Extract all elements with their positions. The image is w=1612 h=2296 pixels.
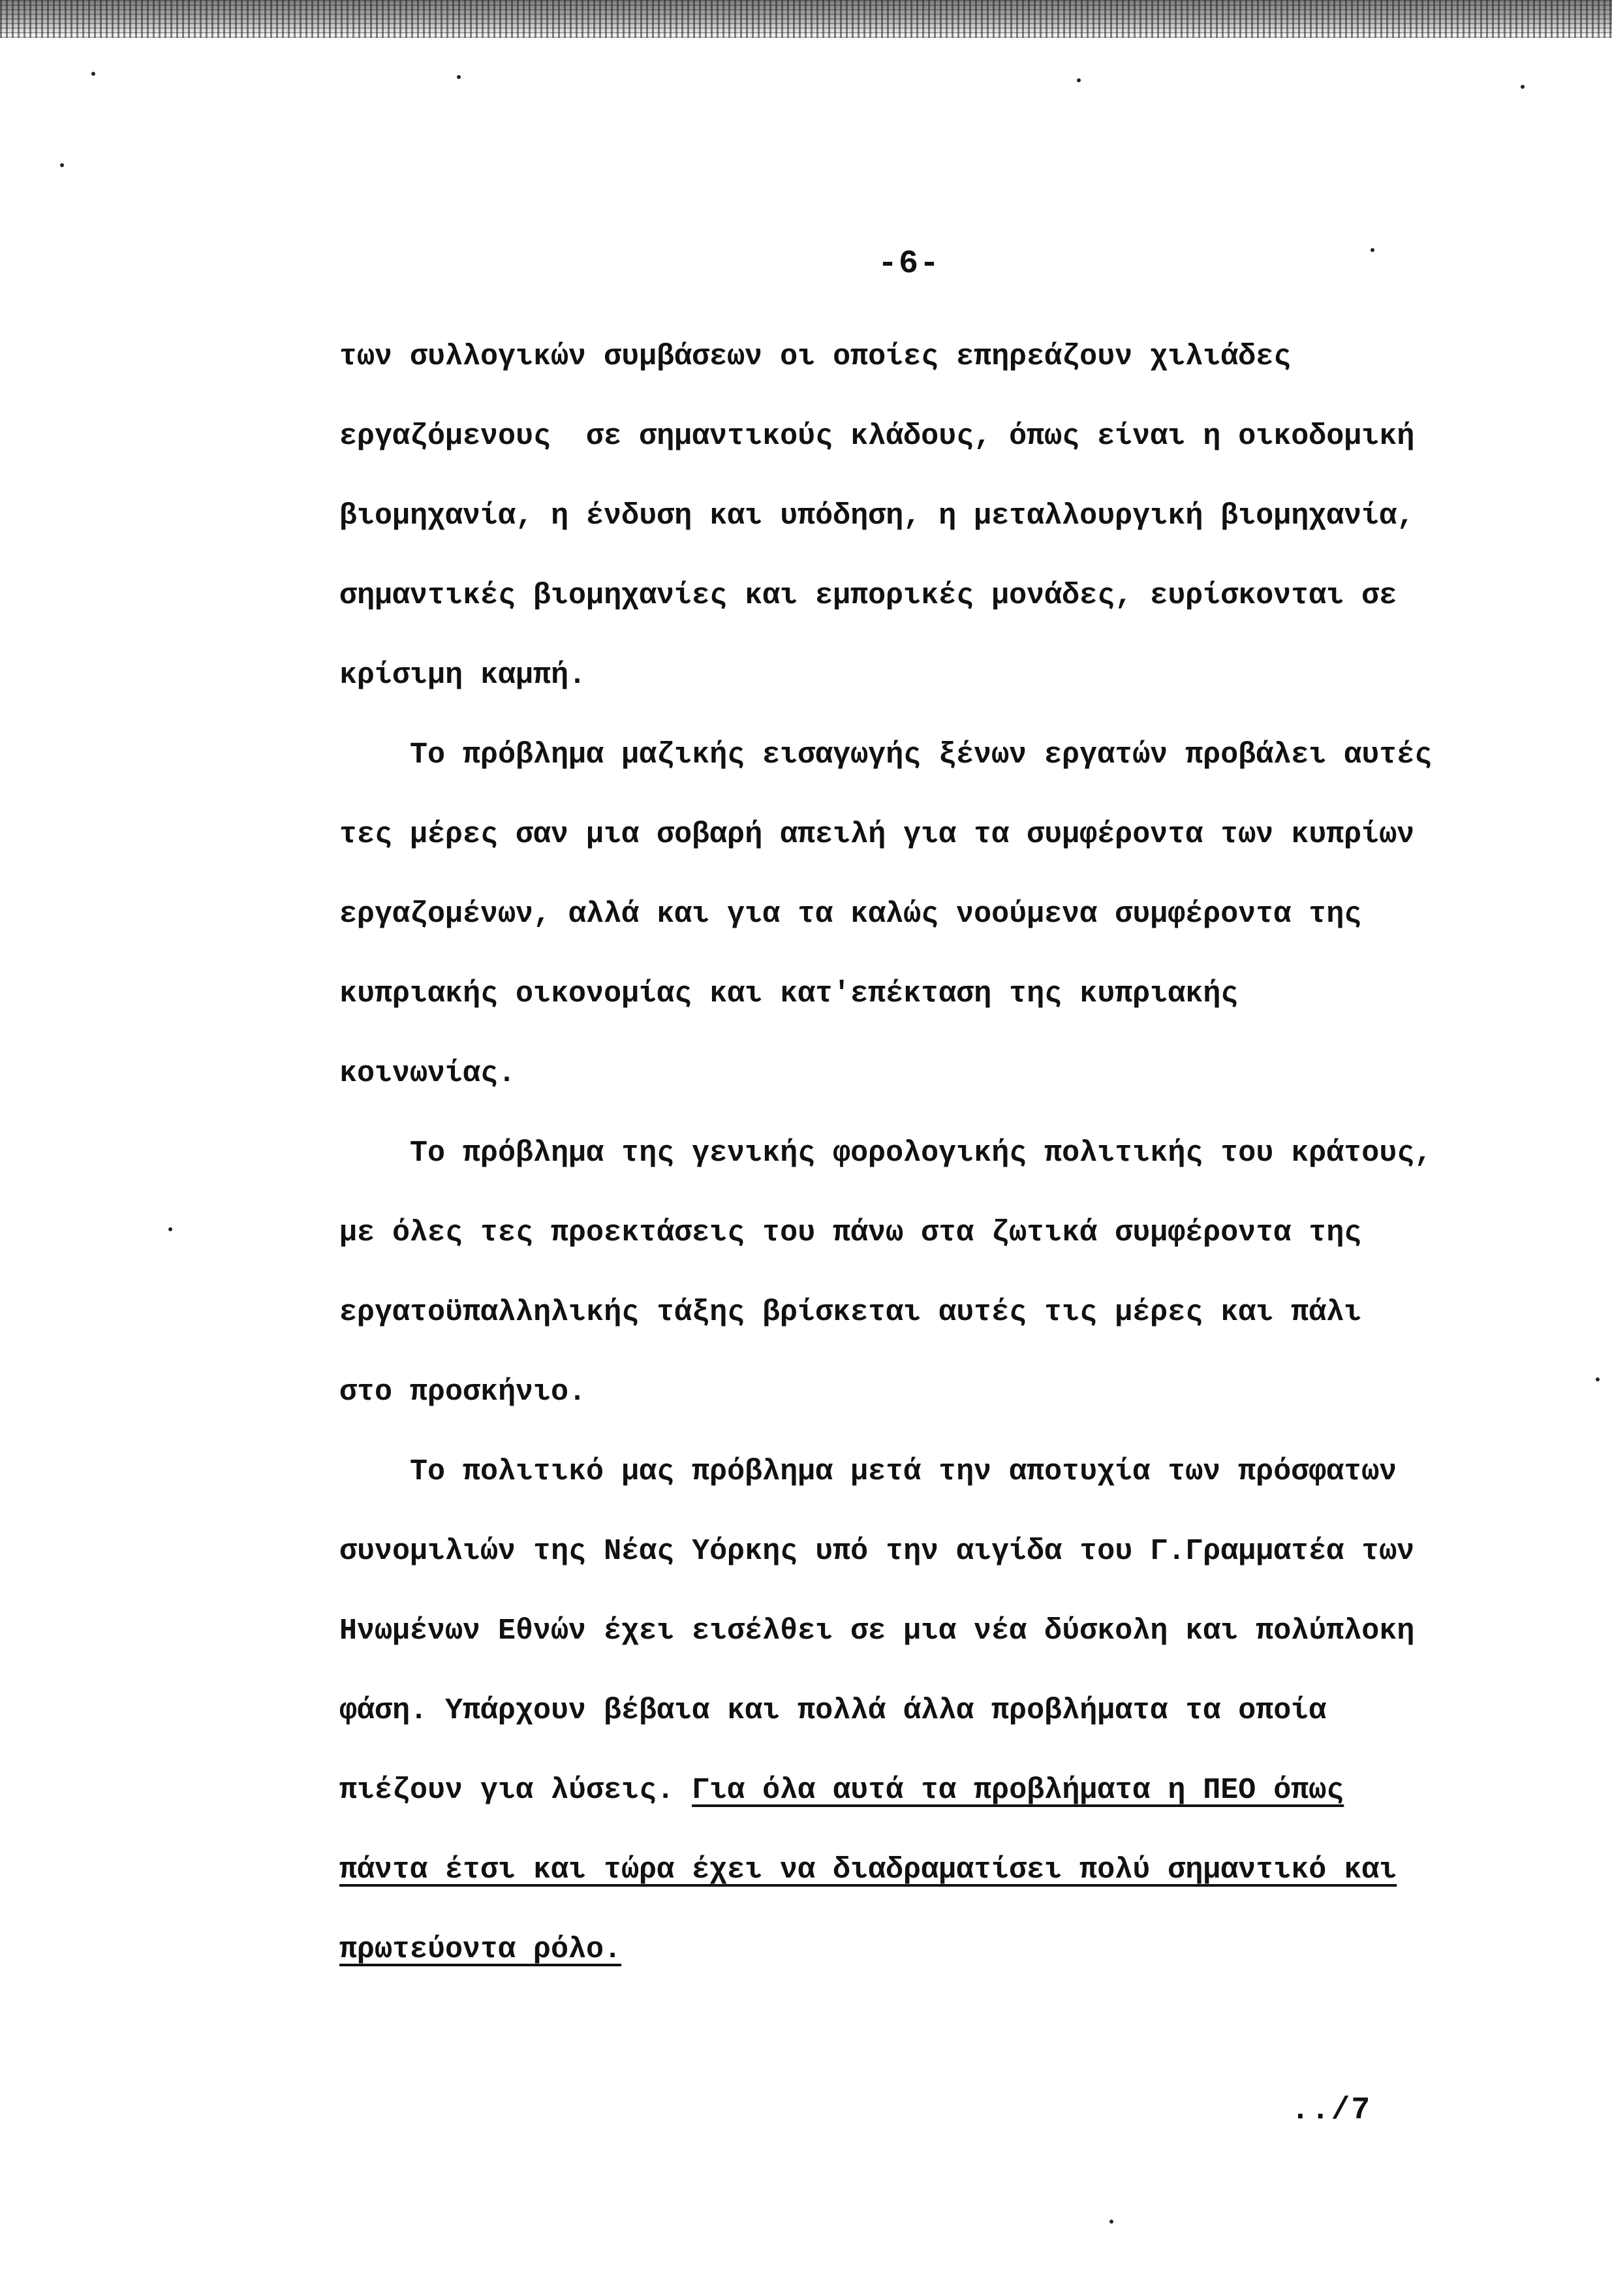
scan-speck [1596,1377,1600,1381]
text-line: Ηνωμένων Εθνών έχει εισέλθει σε μια νέα δύσκολη και πολύπλοκη [339,1614,1415,1648]
text-line: Το πρόβλημα της γενικής φορολογικής πολιτικής του κράτους, [339,1137,1433,1170]
text-line: βιομηχανία, η ένδυση και υπόδηση, η μεταλλουργική βιομηχανία, [339,499,1415,533]
text-line: συνομιλιών της Νέας Υόρκης υπό την αιγίδα του Γ.Γραμματέα των [339,1535,1415,1568]
text-segment: πιέζουν για λύσεις. [339,1774,675,1807]
text-line: εργαζομένων, αλλά και για τα καλώς νοούμενα συμφέροντα της [339,898,1362,931]
text-line: στο προσκήνιο. [339,1376,587,1409]
text-line: Το πολιτικό μας πρόβλημα μετά την αποτυχία των πρόσφατων [339,1455,1397,1488]
scan-edge-noise [0,0,1612,38]
underlined-text-line: πρωτεύοντα ρόλο. [339,1933,622,1966]
text-line: φάση. Υπάρχουν βέβαια και πολλά άλλα προβλήματα τα οποία [339,1694,1327,1727]
page-number: -6- [878,245,941,283]
scan-speck [1521,85,1525,89]
text-line: εργατοϋπαλληλικής τάξης βρίσκεται αυτές τις μέρες και πάλι [339,1296,1362,1329]
text-line: με όλες τες προεκτάσεις του πάνω στα ζωτικά συμφέροντα της [339,1216,1362,1250]
scan-speck [1077,78,1081,82]
letter-body [339,317,1527,1990]
underlined-text-line: πάντα έτσι και τώρα έχει να διαδραματίσει πολύ σημαντικό και [339,1853,1397,1887]
scan-speck [168,1227,172,1231]
text-line: εργαζόμενους σε σημαντικούς κλάδους, όπως είναι η οικοδομική [339,420,1415,453]
text-line: σημαντικές βιομηχανίες και εμπορικές μονάδες, ευρίσκονται σε [339,579,1397,612]
scan-speck [60,163,64,167]
underlined-text: Για όλα αυτά τα προβλήματα η ΠΕΟ όπως [692,1774,1344,1807]
text-line-mixed [339,1751,1527,1831]
continuation-marker: ../7 [1291,2093,1372,2128]
text-line: κοινωνίας. [339,1057,516,1090]
scan-speck [1371,248,1374,252]
scan-speck [1109,2220,1113,2224]
scan-speck [91,72,95,76]
text-line: τες μέρες σαν μια σοβαρή απειλή για τα συμφέροντα των κυπρίων [339,818,1415,851]
text-line: κυπριακής οικονομίας και κατ'επέκταση της κυπριακής [339,977,1239,1011]
text-line: κρίσιμη καμπή. [339,659,587,692]
text-line: των συλλογικών συμβάσεων οι οποίες επηρεάζουν χιλιάδες [339,340,1292,373]
scan-speck [457,75,461,79]
text-line: Το πρόβλημα μαζικής εισαγωγής ξένων εργατών προβάλει αυτές [339,738,1433,772]
